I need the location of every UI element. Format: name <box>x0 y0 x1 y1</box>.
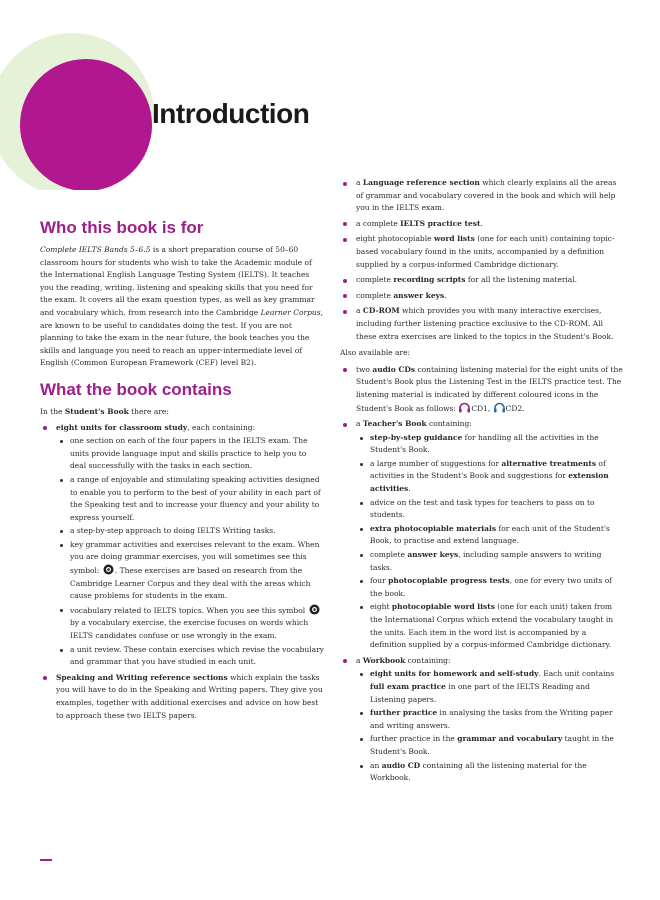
also-available: Also available are: <box>340 348 411 358</box>
list-item <box>56 539 324 603</box>
grammar-corpus-icon <box>102 564 115 575</box>
audio-pre: two <box>356 364 373 374</box>
workbook-post: containing: <box>405 655 451 665</box>
item-post: (one for each unit) containing topic-based vocabulary found in the units, accompanied by a definition supplied by a corpus-informed Cambridge dictionary. <box>356 234 615 269</box>
audio-post: containing listening material for the eight units of the Student's Book plus the Listening Test in the IELTS practice test. The listening material is indicated by different coloured icons in the Student's Book as follows: <box>356 364 623 413</box>
sub-post: , one for every two units of the book. <box>370 576 613 598</box>
teachers-post: containing: <box>426 419 472 429</box>
teachers-sublist <box>356 432 624 652</box>
item-pre: a <box>356 306 363 316</box>
reference-list <box>340 177 624 343</box>
item-bold: recording scripts <box>393 275 466 285</box>
item-post: for all the listening material. <box>465 275 578 285</box>
list-item <box>340 274 624 287</box>
sub-mid: . Each unit contains <box>538 669 615 679</box>
sub-bold: alternative treatments <box>501 458 597 468</box>
sub-pre: a large number of suggestions for <box>370 458 502 468</box>
sub-post: for handling all the activities in the Student's Book. <box>370 432 599 455</box>
list-item: a range of enjoyable and stimulating speaking activities designed to enable you to perform to the best of your ability in each part of the Speaking test and to increase your fluency and your ability to express yourself. <box>56 474 324 524</box>
list-item: a step-by-step approach to doing IELTS Writing tasks. <box>56 525 324 538</box>
vocab-pre: vocabulary related to IELTS topics. When you see this symbol <box>70 605 308 615</box>
sub-pre: eight <box>370 602 392 612</box>
who-paragraph <box>40 244 324 370</box>
sw-bold: Speaking and Writing reference sections <box>56 672 228 682</box>
who-text-2: , are known to be useful to candidates doing the test. If you are not planning to take the exam in the near future, the book teaches you the skills and language you need to reach an upper-intermediate level of English (Common European Framework (CEF) level B2). <box>40 307 323 368</box>
item-bold: answer keys <box>393 290 445 300</box>
who-text: is a short preparation course of 50–60 classroom hours for students who wish to take the Academic module of the International English Language Testing System (IELTS). It teaches you the reading, writing, listening and speaking skills that you need for the exam. It covers all the exam question types, as well as key grammar and vocabulary which, from research into the Cambridge <box>40 245 315 317</box>
list-item <box>356 458 624 496</box>
list-item <box>356 707 624 732</box>
teachers-pre: a <box>356 419 363 429</box>
item-pre: eight photocopiable <box>356 234 434 244</box>
sub-bold: photocopiable progress tests <box>388 576 510 586</box>
sub-pre: four <box>370 576 389 586</box>
item-bold: Language reference section <box>362 178 480 187</box>
extras-list <box>340 364 624 785</box>
list-item <box>340 305 624 343</box>
audio-bold: audio CDs <box>372 364 416 374</box>
units-rest: , each containing: <box>187 422 256 432</box>
cd2-label: CD2. <box>505 403 525 413</box>
list-item <box>340 655 624 785</box>
right-column <box>340 177 624 788</box>
corpus-name: Learner Corpus <box>260 307 321 317</box>
item-bold: IELTS practice test <box>400 218 481 228</box>
item-pre: complete <box>356 290 394 300</box>
who-heading: Who this book is for <box>40 218 204 237</box>
vocab-post: by a vocabulary exercise, the exercise focuses on words which IELTS candidates confuse or use wrongly in the exam. <box>70 618 309 641</box>
headphones-icon <box>493 402 506 413</box>
list-item <box>356 601 624 651</box>
list-item <box>356 523 624 548</box>
sub-post: , including sample answers to writing tasks. <box>370 550 602 572</box>
sub-post: taught in the Student's Book. <box>370 734 614 756</box>
workbook-sublist <box>356 668 624 784</box>
item-pre: a <box>356 178 363 187</box>
sub-bold: grammar and vocabulary <box>457 734 563 744</box>
list-item <box>356 575 624 600</box>
list-item <box>356 432 624 457</box>
item-post: which provides you with many interactive exercises, including further listening practice exclusive to the CD-ROM. All these extra exercises are linked to the topics in the Student's Book. <box>356 306 614 341</box>
book-title: Complete IELTS Bands 5–6.5 <box>40 245 151 254</box>
contains-intro <box>40 406 324 419</box>
header-circles <box>0 0 190 190</box>
sub-post: in analysing the tasks from the Writing paper and writing answers. <box>370 708 613 730</box>
sub-bold: eight units for homework and self-study <box>370 669 539 679</box>
page-title: Introduction <box>152 98 310 129</box>
sub-mid: of activities in the Student's Book and suggestions for <box>370 458 606 481</box>
sw-rest: which explain the tasks you will have to do in the Speaking and Writing papers. They give you examples, together with additional exercises and advice on how best to approach these two IELTS papers. <box>56 672 323 720</box>
contains-heading: What the book contains <box>40 379 232 399</box>
list-item <box>340 364 624 415</box>
list-item <box>40 422 324 669</box>
list-item: advice on the test and task types for teachers to pass on to students. <box>356 497 624 522</box>
list-item <box>356 668 624 706</box>
workbook-pre: a <box>356 655 363 665</box>
sub-bold: answer keys <box>407 550 459 560</box>
list-item <box>340 218 624 231</box>
list-item <box>356 733 624 758</box>
intro-post: there are: <box>128 406 169 416</box>
grammar-pre: key grammar activities and exercises relevant to the exam. When you are doing grammar exercises, you will sometimes see this symbol: <box>70 539 320 576</box>
sub-post: in one part of the IELTS Reading and Listening papers. <box>370 681 590 704</box>
headphones-icon <box>458 402 471 413</box>
item-pre: complete <box>356 275 394 285</box>
intro-bold: Student's Book <box>64 406 129 416</box>
cd1-label: CD1, <box>471 403 491 413</box>
sub-bold-2: full exam practice <box>370 681 446 691</box>
intro-pre: In the <box>40 406 65 416</box>
list-item <box>356 760 624 785</box>
sub-pre: an <box>370 760 382 770</box>
sub-bold: extra photocopiable materials <box>370 523 497 533</box>
list-item: one section on each of the four papers in the IELTS exam. The units provide language input and skills practice to help you to deal successfully with the tasks in each section. <box>56 435 324 473</box>
sub-bold-2: extension activities <box>370 471 609 494</box>
sub-bold: step-by-step guidance <box>370 432 463 442</box>
units-sublist <box>56 435 324 669</box>
sub-pre: further practice in the <box>370 734 458 744</box>
list-item <box>356 549 624 574</box>
list-item: a unit review. These contain exercises which revise the vocabulary and grammar that you have studied in each unit. <box>56 644 324 669</box>
sub-post: . <box>408 484 411 494</box>
sub-bold: further practice <box>370 708 438 718</box>
units-bold: eight units for classroom study <box>56 422 188 432</box>
magenta-circle <box>20 59 152 190</box>
students-book-list <box>40 422 324 723</box>
list-item <box>40 672 324 722</box>
sub-bold: photocopiable word lists <box>391 602 495 612</box>
left-column <box>40 218 324 725</box>
list-item <box>340 290 624 303</box>
vocabulary-corpus-icon <box>308 604 321 615</box>
sub-post: containing all the listening material for the Workbook. <box>370 760 587 783</box>
list-item <box>340 233 624 271</box>
item-post: which clearly explains all the areas of grammar and vocabulary covered in the book and which will help you in the IELTS exam. <box>356 178 617 213</box>
item-pre: a complete <box>356 218 401 228</box>
page-footer-mark <box>40 859 52 861</box>
workbook-bold: Workbook <box>362 655 406 665</box>
sub-pre: complete <box>370 550 408 560</box>
list-item <box>340 418 624 652</box>
item-post: . <box>480 218 483 228</box>
sub-bold: audio CD <box>381 760 421 770</box>
sub-post: (one for each unit) taken from the International Corpus which extend the vocabulary taught in the units. Each item in the word list is accompanied by a definition supplied by a corpus-informed Cambridge dictionary. <box>370 602 614 650</box>
item-bold: word lists <box>433 234 475 244</box>
teachers-bold: Teacher's Book <box>362 419 427 429</box>
item-bold: CD-ROM <box>362 306 400 316</box>
grammar-post: . These exercises are based on research from the Cambridge Learner Corpus and they deal with the areas which cause problems for students in the exam. <box>70 566 311 601</box>
sub-post: for each unit of the Student's Book, to practise and extend language. <box>370 523 610 546</box>
list-item <box>340 177 624 215</box>
list-item <box>56 604 324 643</box>
item-post: . <box>444 290 447 300</box>
